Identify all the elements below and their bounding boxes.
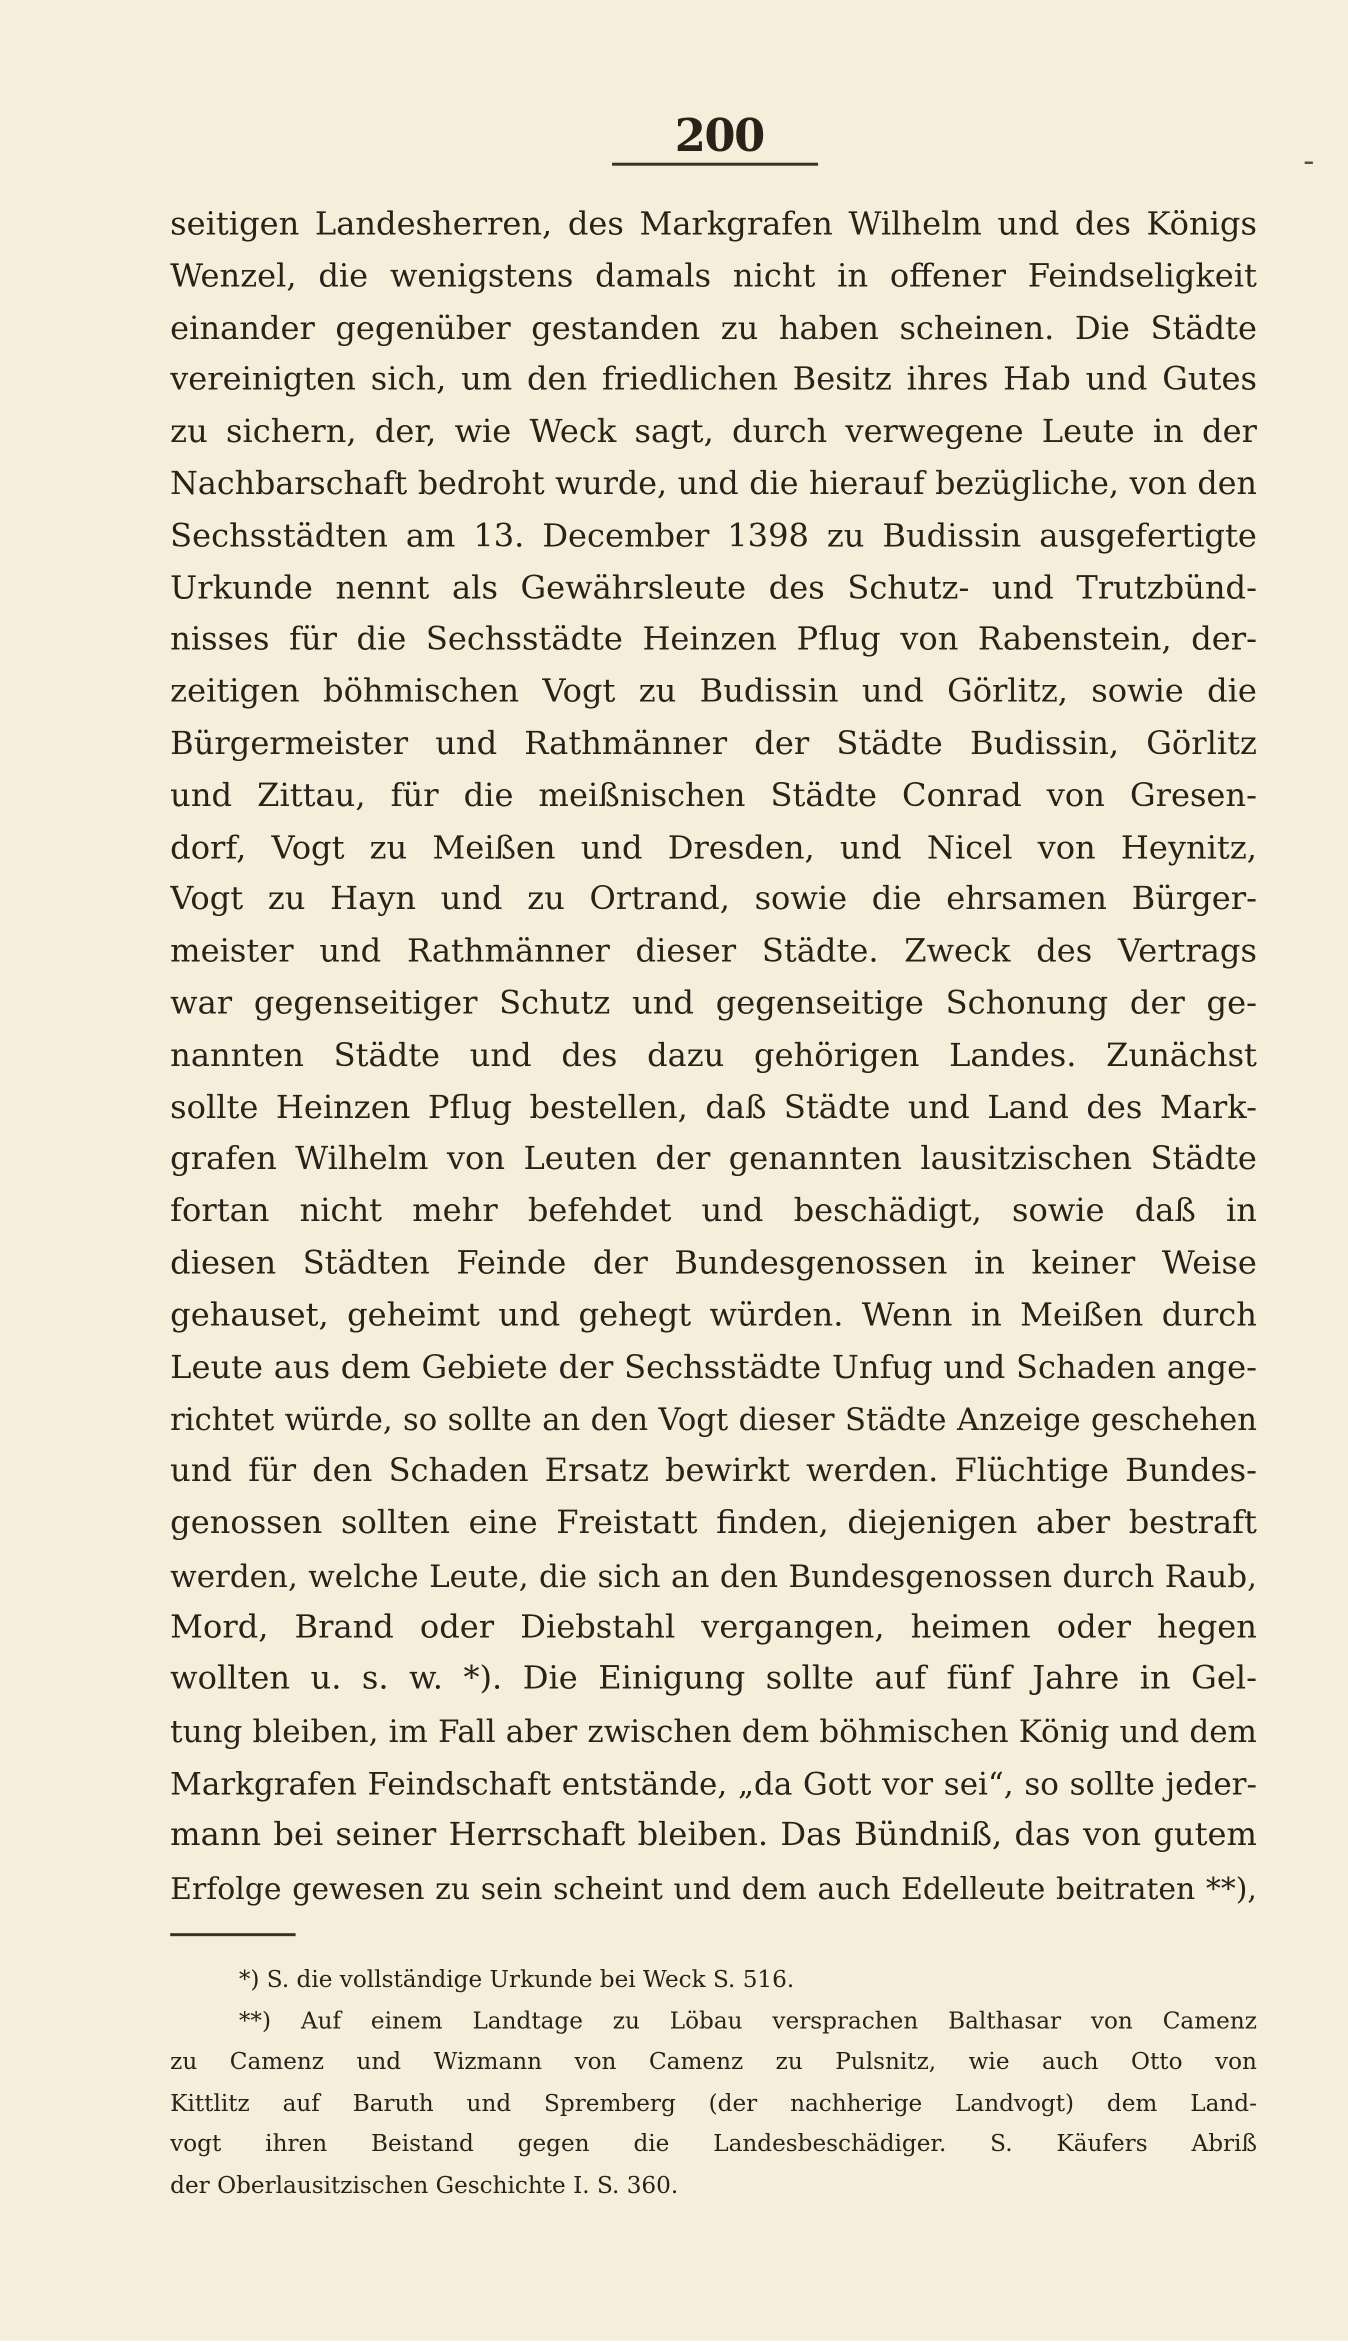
- text-line-4: vereinigten sich, um den friedlichen Besitz ihres Hab und Gutes: [170, 361, 1257, 400]
- footnote-2-line-5: der Oberlausitzischen Geschichte I. S. 360.: [170, 2171, 679, 2199]
- text-line-18: sollte Heinzen Pflug bestellen, daß Städte und Land des Mark-: [170, 1089, 1257, 1127]
- text-line-33: Erfolge gewesen zu sein scheint und dem auch Edelleute beitraten **),: [170, 1869, 1257, 1906]
- text-line-13: dorf, Vogt zu Meißen und Dresden, und Nicel von Heynitz,: [170, 829, 1257, 867]
- footnote-2-line-1: **) Auf einem Landtage zu Löbau versprachen Balthasar von Camenz: [238, 2007, 1257, 2035]
- text-line-27: werden, welche Leute, die sich an den Bundesgenossen durch Raub,: [170, 1558, 1257, 1594]
- page-number-rule: [612, 163, 818, 166]
- text-line-24: richtet würde, so sollte an den Vogt dieser Städte Anzeige geschehen: [170, 1402, 1257, 1439]
- margin-mark: -: [1303, 143, 1315, 181]
- text-line-30: tung bleiben, im Fall aber zwischen dem böhmischen König und dem: [170, 1713, 1257, 1750]
- text-line-28: Mord, Brand oder Diebstahl vergangen, heimen oder hegen: [170, 1608, 1257, 1646]
- text-line-23: Leute aus dem Gebiete der Sechsstädte Unfug und Schaden ange-: [170, 1348, 1257, 1387]
- text-line-6: Nachbarschaft bedroht wurde, und die hierauf bezügliche, von den: [170, 465, 1257, 504]
- text-line-7: Sechsstädten am 13. December 1398 zu Budissin ausgefertigte: [170, 517, 1257, 555]
- text-line-16: war gegenseitiger Schutz und gegenseitige Schonung der ge-: [170, 985, 1257, 1023]
- body-text: [170, 200, 1257, 1914]
- footnote-2-line-4: vogt ihren Beistand gegen die Landesbeschädiger. S. Käufers Abriß: [170, 2130, 1257, 2158]
- text-line-26: genossen sollten eine Freistatt finden, diejenigen aber bestraft: [170, 1504, 1257, 1542]
- text-line-31: Markgrafen Feindschaft entstände, „da Gott vor sei“, so sollte jeder-: [170, 1765, 1257, 1802]
- text-line-10: zeitigen böhmischen Vogt zu Budissin und Görlitz, sowie die: [170, 673, 1257, 711]
- text-line-20: fortan nicht mehr befehdet und beschädigt, sowie daß in: [170, 1192, 1257, 1231]
- text-line-9: nisses für die Sechsstädte Heinzen Pflug von Rabenstein, der-: [170, 621, 1257, 659]
- text-line-8: Urkunde nennt als Gewährsleute des Schutz- und Trutzbünd-: [170, 569, 1257, 607]
- text-line-2: Wenzel, die wenigstens damals nicht in offener Feindseligkeit: [170, 257, 1257, 296]
- footnote-1: *) S. die vollständige Urkunde bei Weck S. 516.: [238, 1966, 795, 1993]
- footnote-rule: [170, 1933, 295, 1935]
- text-line-25: und für den Schaden Ersatz bewirkt werden. Flüchtige Bundes-: [170, 1452, 1257, 1491]
- footnotes: [170, 1960, 1257, 2207]
- text-line-17: nannten Städte und des dazu gehörigen Landes. Zunächst: [170, 1037, 1257, 1075]
- text-line-5: zu sichern, der, wie Weck sagt, durch verwegene Leute in der: [170, 413, 1257, 452]
- text-line-32: mann bei seiner Herrschaft bleiben. Das Bündniß, das von gutem: [170, 1816, 1257, 1854]
- footnote-2-line-2: zu Camenz und Wizmann von Camenz zu Pulsnitz, wie auch Otto von: [170, 2048, 1257, 2076]
- text-line-11: Bürgermeister und Rathmänner der Städte Budissin, Görlitz: [170, 725, 1257, 763]
- text-line-21: diesen Städten Feinde der Bundesgenossen in keiner Weise: [170, 1244, 1257, 1283]
- text-line-12: und Zittau, für die meißnischen Städte Conrad von Gresen-: [170, 777, 1257, 815]
- text-line-29: wollten u. s. w. *). Die Einigung sollte auf fünf Jahre in Gel-: [170, 1660, 1257, 1698]
- text-line-3: einander gegenüber gestanden zu haben scheinen. Die Städte: [170, 309, 1257, 348]
- text-line-1: seitigen Landesherren, des Markgrafen Wilhelm und des Königs: [170, 206, 1257, 244]
- text-line-22: gehauset, geheimt und gehegt würden. Wenn in Meißen durch: [170, 1296, 1257, 1335]
- text-line-15: meister und Rathmänner dieser Städte. Zweck des Vertrags: [170, 933, 1257, 971]
- footnote-2-line-3: Kittlitz auf Baruth und Spremberg (der nachherige Landvogt) dem Land-: [170, 2089, 1257, 2117]
- text-line-19: grafen Wilhelm von Leuten der genannten lausitzischen Städte: [170, 1141, 1257, 1179]
- text-line-14: Vogt zu Hayn und zu Ortrand, sowie die ehrsamen Bürger-: [170, 881, 1257, 919]
- page-number: 200: [674, 110, 764, 163]
